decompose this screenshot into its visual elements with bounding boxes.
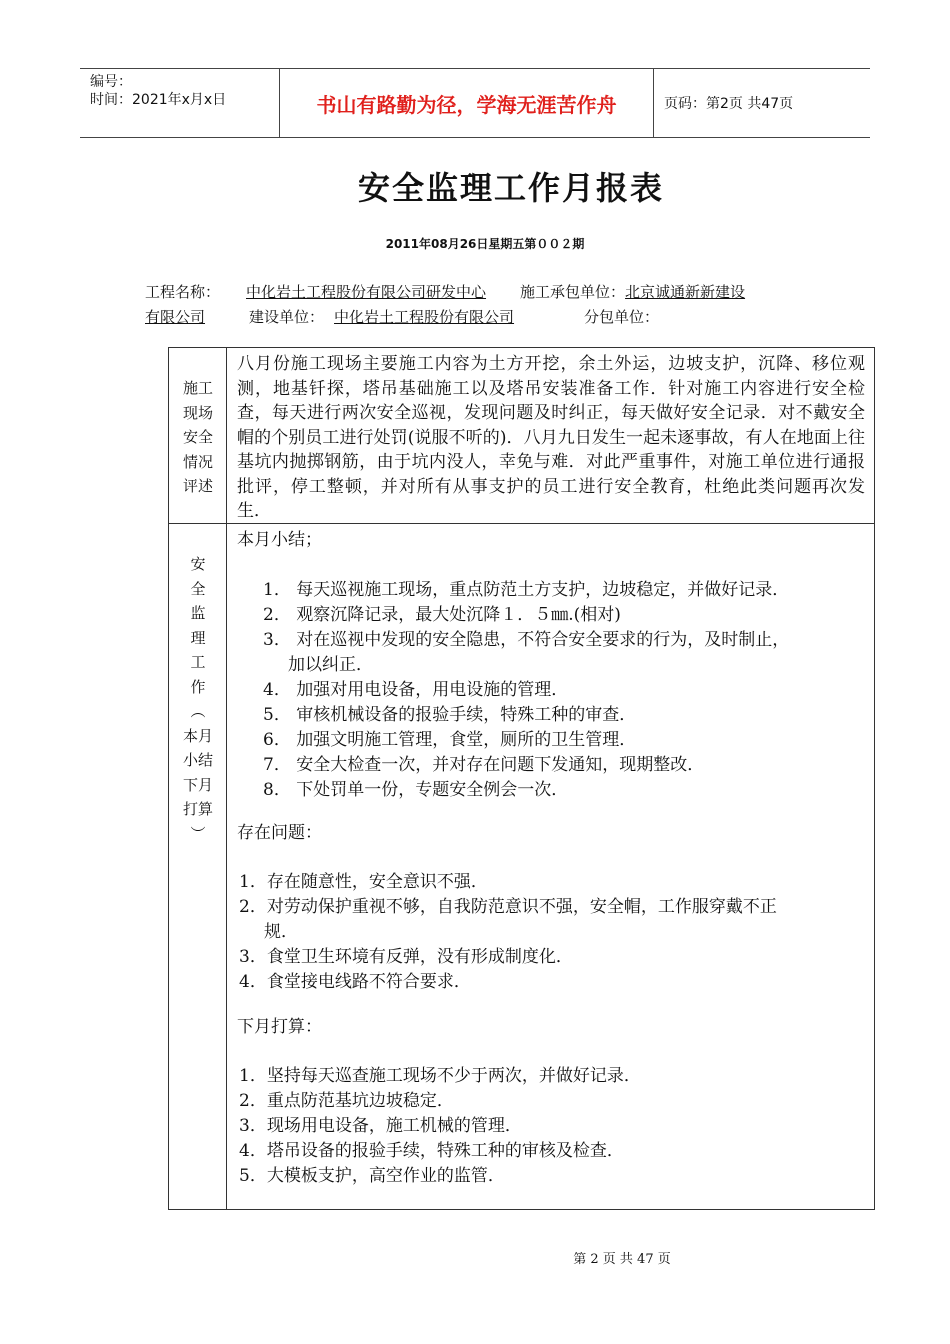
sub-label: 分包单位： — [584, 308, 660, 326]
project-name-value: 中化岩土工程股份有限公司研发中心 — [246, 283, 487, 301]
section1-content-cell — [227, 348, 874, 524]
summary-item: 2． 观察沉降记录，最大处沉降１．５㎜.(相对) — [263, 605, 621, 625]
section2-content-cell — [227, 524, 874, 1209]
section2-label-cell — [169, 524, 227, 1209]
report-table — [168, 347, 875, 1210]
summary-item: 1． 每天巡视施工现场，重点防范土方支护，边坡稳定，并做好记录． — [263, 580, 790, 600]
time-label: 时间：2021年x月x日 — [90, 92, 227, 108]
contractor-label: 施工承包单位： — [520, 283, 626, 301]
summary-item: 4． 加强对用电设备，用电设施的管理． — [263, 680, 569, 700]
summary-item: 7． 安全大检查一次，并对存在问题下发通知，现期整改． — [263, 755, 705, 775]
safety-review-text: 八月份施工现场主要施工内容为土方开挖，余土外运，边坡支护，沉降、移位观测，地基钎探，塔吊基础施工以及塔吊安装准备工作．针对施工内容进行安全检查，每天进行两次安全巡视，发现问题及时纠正，每天做好安全记录．对不戴安全帽的个别员工进行处罚(说服不听的)．八月九日发生一起未逐事故，有人在地面上往基坑内抛掷钢筋，由于坑内没人，幸免与难．对此严重事件，对施工单位进行通报批评，停工整顿，并对所有从事支护的员工进行安全教育，杜绝此类问题再次发生． — [237, 354, 865, 521]
report-date: 2011年08月26日星期五第００２期 — [385, 237, 585, 251]
summary-item: 8． 下处罚单一份，专题安全例会一次． — [263, 780, 569, 800]
summary-item-continued: 加以纠正． — [288, 655, 373, 675]
project-info-line-1 — [145, 281, 745, 302]
header-slogan: 书山有路勤为径，学海无涯苦作舟 — [280, 69, 654, 137]
problem-item: 2．对劳动保护重视不够，自我防范意识不强，安全帽，工作服穿戴不正 — [239, 897, 777, 917]
plan-item: 4．塔吊设备的报验手续，特殊工种的审核及检查． — [239, 1141, 624, 1161]
code-label: 编号： — [90, 74, 132, 90]
owner-label: 建设单位： — [249, 308, 325, 326]
plan-item: 3．现场用电设备，施工机械的管理． — [239, 1116, 522, 1136]
section1-label: 施工 现场 安全 情况 评述 — [182, 379, 213, 495]
section1-label-cell — [169, 348, 227, 524]
summary-heading: 本月小结； — [237, 530, 322, 550]
summary-item: 5． 审核机械设备的报验手续，特殊工种的审查． — [263, 705, 637, 725]
section2-label: 安 全 监 理 工 作 ︵ 本月 小结 下月 打算 ︶ — [182, 555, 213, 843]
contractor-value-2: 有限公司 — [145, 308, 206, 326]
plan-item: 5．大模板支护，高空作业的监管． — [239, 1166, 505, 1186]
owner-value: 中化岩土工程股份有限公司 — [334, 308, 515, 326]
project-name-label: 工程名称： — [145, 283, 221, 301]
plan-heading: 下月打算： — [237, 1017, 322, 1037]
contractor-value-1: 北京诚通新新建设 — [625, 283, 746, 301]
project-info-line-2 — [145, 306, 659, 327]
summary-item: 6． 加强文明施工管理，食堂，厕所的卫生管理． — [263, 730, 637, 750]
plan-item: 2．重点防范基坑边坡稳定． — [239, 1091, 454, 1111]
summary-item: 3． 对在巡视中发现的安全隐患，不符合安全要求的行为，及时制止， — [263, 630, 790, 650]
header-meta — [80, 69, 280, 137]
problems-heading: 存在问题： — [237, 823, 322, 843]
page-footer: 第 2 页 共 47 页 — [573, 1252, 671, 1267]
page-header — [80, 68, 870, 138]
problem-item: 1．存在随意性，安全意识不强． — [239, 872, 488, 892]
problem-item: 3．食堂卫生环境有反弹，没有形成制度化． — [239, 947, 573, 967]
problem-item-continued: 规． — [264, 922, 298, 942]
report-title: 安全监理工作月报表 — [357, 169, 664, 207]
problem-item: 4．食堂接电线路不符合要求． — [239, 972, 471, 992]
plan-item: 1．坚持每天巡查施工现场不少于两次，并做好记录． — [239, 1066, 641, 1086]
header-page-info: 页码：第2页 共47页 — [664, 96, 794, 112]
